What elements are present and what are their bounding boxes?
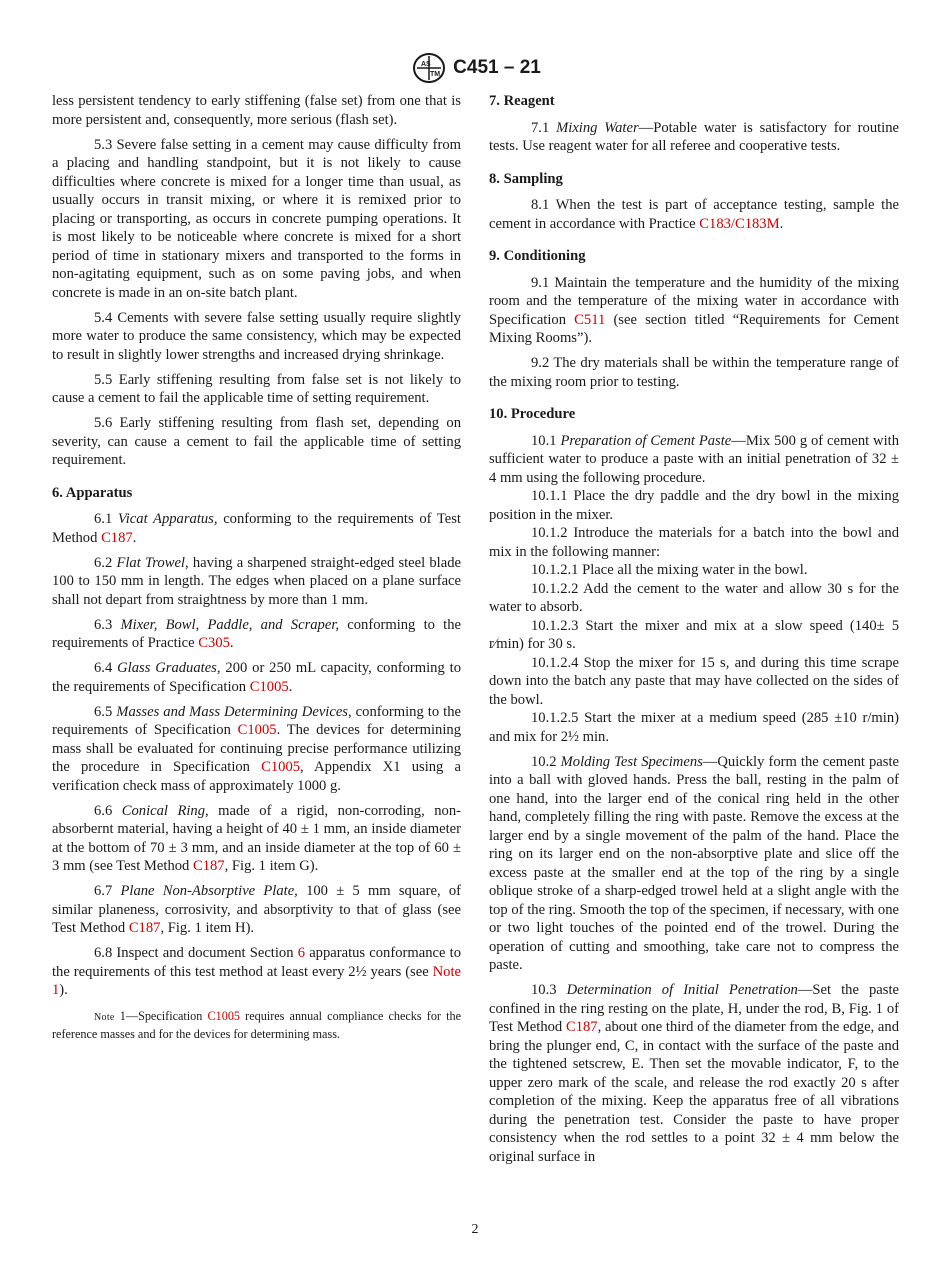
link-c187[interactable]: C187 [128,920,161,936]
note-1: Note 1—Specification C1005 requires annual compliance checks for the reference masses and for the devices for determining mass. [52,1008,462,1041]
page-header [0,52,950,84]
paragraph-9-1: 9.1 Maintain the temperature and the humidity of the mixing room and the temperature of the mixing water in accordance with Specification C511 (see section titled “Requirements for Cement Mixing Rooms”). [489,274,900,346]
link-c183[interactable]: C183/C183M [699,215,780,232]
paragraph-6-2: 6.2 Flat Trowel, having a sharpened straight-edged steel blade 100 to 150 mm in length. The edges when placed on a plane surface shall not depart from straightness by more than 1 mm. [52,554,461,608]
paragraph-10-3: 10.3 Determination of Initial Penetration—Set the paste confined in the ring resting on the plate, H, under the rod, B, Fig. 1 of Test Method C187, about one third of the diameter from the edge, and bring the plunger end, C, in contact with the surface of the paste and the tightened setscrew, E. Then set the movable indicator, F, to the upper zero mark of the scale, and release the rod exactly 20 s after completion of the mixing. Keep the apparatus free of all vibrations during the penetration test. Consider the paste to have proper consistency when the rod settles to a point 32 ± 4 mm below the original surface in [489,982,899,1165]
paragraph-5-6: 5.6 Early stiffening resulting from flash set, depending on severity, can cause a cement to fail the applicable time of setting requirement. [52,415,461,468]
paragraph-5-4: 5.4 Cements with severe false setting usually require slightly more water to produce the same consistency, which may be expected to result in slightly lower strengths and increased drying shrinkage. [52,309,461,363]
paragraph-7-1: 7.1 Mixing Water—Potable water is satisfactory for routine tests. Use reagent water for all referee and cooperative tests. [489,119,900,154]
paragraph-10-1-2-4: 10.1.2.4 Stop the mixer for 15 s, and during this time scrape down into the batch any paste that may have collected on the sides of the bowl. [489,654,899,708]
page-number: 2 [471,1222,479,1237]
paragraph-5-3: 5.3 Severe false setting in a cement may cause difficulty from a placing and handling standpoint, but it is not likely to cause difficulties where concrete is mixed for a longer time than usual, as usually occurs in transit mixing, or where it is remixed prior to placing or transporting, as occurs in concrete pumping operations. It is most likely to be noticeable where concrete is mixed for a short period of time in stationary mixers and transported to the forms in non-agitating equipment, such as on some paving jobs, and when concrete is made in an on-site batch plant. [52,136,461,301]
right-column [489,92,899,1173]
paragraph-6-4: 6.4 Glass Graduates, 200 or 250 mL capacity, conforming to the requirements of Specification C1005. [52,660,461,695]
link-c1005[interactable]: C1005 [207,1008,241,1023]
section-8-heading: 8. Sampling [489,170,563,187]
left-column [52,92,461,1048]
section-6-heading: 6. Apparatus [52,484,133,501]
paragraph-10-1-1: 10.1.1 Place the dry paddle and the dry bowl in the mixing position in the mixer. [489,488,899,523]
link-c187[interactable]: C187 [565,1019,598,1035]
paragraph-8-1: 8.1 When the test is part of acceptance testing, sample the cement in accordance with Practice C183/C183M. [489,197,899,232]
link-c1005[interactable]: C1005 [249,678,289,695]
paragraph-10-2: 10.2 Molding Test Specimens—Quickly form the cement paste into a ball with gloved hands. Press the ball, resting in the palm of one hand, into the larger end of the conical ring held in the other hand, completely filling the ring with paste. Remove the excess at the larger end by a single movement of the palm of the hand. Place the ring on its larger end on the non-absorptive plate and slice off the excess paste at the smaller end at the top of the ring by a single oblique stroke of a sharp-edged trowel held at a slight angle with the top of the ring. Smooth the top of the specimen, if necessary, with one or two light touches of the pointed end of the trowel. During the operation of cutting and smoothing, take care not to compress the paste. [489,753,899,973]
link-c511[interactable]: C511 [574,311,606,328]
svg-text:TM: TM [430,71,441,78]
paragraph-5-2-continued: less persistent tendency to early stiffening (false set) from one that is more persistent and, consequently, more serious (flash set). [52,93,461,128]
paragraph-10-1-2-2: 10.1.2.2 Add the cement to the water and allow 30 s for the water to absorb. [489,580,899,615]
paragraph-10-1: 10.1 Preparation of Cement Paste—Mix 500 g of cement with sufficient water to produce a paste with an initial penetration of 32 ± 4 mm using the following procedure. [489,432,900,486]
paragraph-10-1-2-1: 10.1.2.1 Place all the mixing water in the bowl. [531,562,808,578]
link-note-1[interactable]: Note 1 [52,963,462,998]
link-c1005[interactable]: C1005 [237,722,277,738]
paragraph-6-6: 6.6 Conical Ring, made of a rigid, non-corroding, non-absorbernt material, having a height of 40 ± 1 mm, an inside diameter at the bottom of 70 ± 3 mm, and an inside diameter at the top of 60 ± 3 mm (see Test Method C187, Fig. 1 item G). [52,802,461,874]
paragraph-6-3: 6.3 Mixer, Bowl, Paddle, and Scraper, conforming to the requirements of Practice C305. [52,616,461,651]
paragraph-10-1-2-3: 10.1.2.3 Start the mixer and mix at a slow speed (140± 5 r⁄min) for 30 s. [489,617,899,652]
astm-logo-icon [409,52,449,84]
document-code: C451 – 21 [453,57,541,78]
link-c187[interactable]: C187 [101,529,133,546]
paragraph-6-7: 6.7 Plane Non-Absorptive Plate, 100 ± 5 mm square, of similar planeness, corrosivity, and absorptivity to that of glass (see Test Method C187, Fig. 1 item H). [52,883,461,936]
paragraph-6-8: 6.8 Inspect and document Section 6 apparatus conformance to the requirements of this test method at least every 2½ years (see Note 1). [52,945,462,998]
svg-text:AS: AS [421,61,431,68]
paragraph-6-5: 6.5 Masses and Mass Determining Devices, conforming to the requirements of Specification C1005. The devices for determining mass shall be evaluated for continuing precise performance utilizing the procedure in Specification C1005, Appendix X1 using a verification check mass of approximately 1000 g. [52,703,461,794]
link-c305[interactable]: C305 [198,635,230,651]
section-10-heading: 10. Procedure [489,406,576,422]
paragraph-6-1: 6.1 Vicat Apparatus, conforming to the requirements of Test Method C187. [52,511,461,546]
paragraph-10-1-2-5: 10.1.2.5 Start the mixer at a medium speed (285 ±10 r/min) and mix for 2½ min. [489,710,899,745]
link-section-6[interactable]: 6 [297,945,305,961]
paragraph-10-1-2: 10.1.2 Introduce the materials for a batch into the bowl and mix in the following manner: [489,525,899,560]
section-9-heading: 9. Conditioning [489,248,586,264]
link-c187[interactable]: C187 [193,858,225,874]
paragraph-5-5: 5.5 Early stiffening resulting from false set is not likely to cause a cement to fail the applicable time of setting requirement. [52,371,461,406]
section-7-heading: 7. Reagent [489,93,555,109]
link-c1005[interactable]: C1005 [261,759,301,775]
paragraph-9-2: 9.2 The dry materials shall be within the temperature range of the mixing room prior to testing. [489,355,899,390]
